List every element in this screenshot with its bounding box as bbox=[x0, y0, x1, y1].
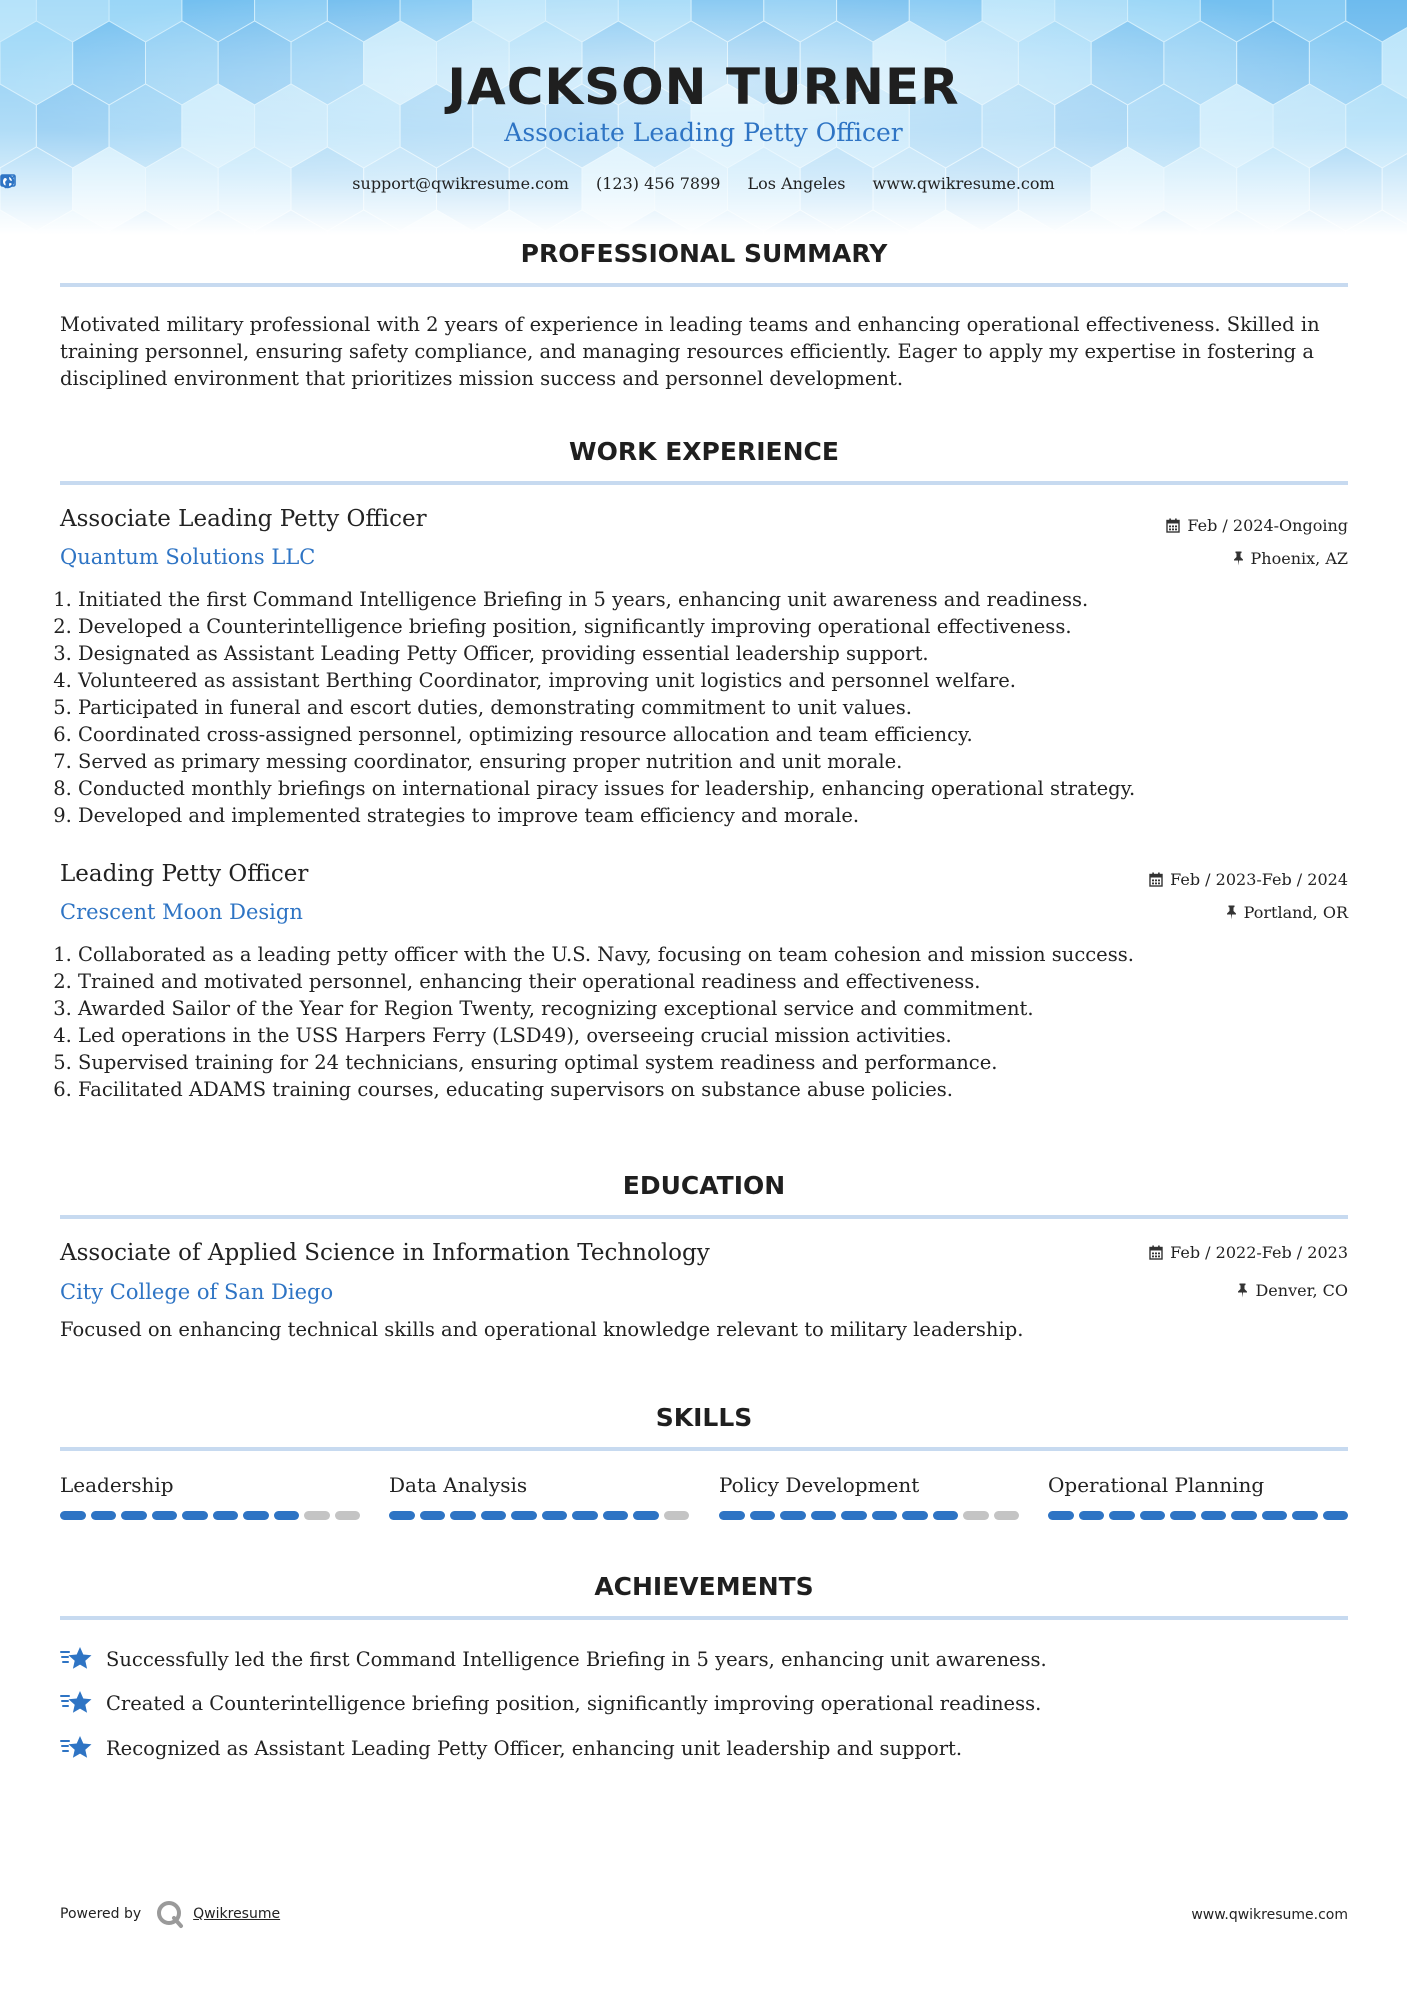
skill-meter bbox=[719, 1511, 1019, 1521]
skill-segment-filled bbox=[481, 1511, 507, 1520]
skill-segment-empty bbox=[304, 1511, 330, 1520]
section-title-experience: WORK EXPERIENCE bbox=[569, 437, 839, 466]
skill-segment-filled bbox=[60, 1511, 86, 1520]
education-description: Focused on enhancing technical skills and operational knowledge relevant to military leadership. bbox=[60, 1318, 1024, 1341]
header-banner bbox=[0, 0, 1407, 235]
skill-segment-filled bbox=[450, 1511, 476, 1520]
skill-segment-filled bbox=[933, 1511, 959, 1520]
section-rule bbox=[60, 481, 1348, 485]
section-title-achievements: ACHIEVEMENTS bbox=[594, 1572, 814, 1601]
skill-segment-filled bbox=[603, 1511, 629, 1520]
achievement-item bbox=[60, 1689, 1041, 1717]
achievement-item bbox=[60, 1734, 962, 1762]
skill-item bbox=[60, 1473, 360, 1501]
skill-segment-filled bbox=[841, 1511, 867, 1520]
skill-segment-filled bbox=[1140, 1511, 1166, 1520]
star-icon bbox=[60, 1689, 93, 1717]
skill-segment-filled bbox=[1109, 1511, 1135, 1520]
education-degree: Associate of Applied Science in Information Technology bbox=[60, 1240, 710, 1266]
calendar-icon bbox=[1166, 518, 1180, 533]
education-dates bbox=[1149, 1243, 1348, 1262]
job-bullets bbox=[54, 586, 1358, 829]
section-title-summary: PROFESSIONAL SUMMARY bbox=[520, 239, 888, 268]
candidate-name: JACKSON TURNER bbox=[447, 58, 960, 116]
calendar-icon bbox=[1149, 872, 1163, 887]
pushpin-icon bbox=[1233, 551, 1244, 566]
skill-segment-filled bbox=[152, 1511, 178, 1520]
skill-segment-empty bbox=[664, 1511, 690, 1520]
list-item: 5. Participated in funeral and escort duties, demonstrating commitment to unit values. bbox=[78, 694, 1358, 721]
skill-segment-filled bbox=[1079, 1511, 1105, 1520]
job-dates-text: Feb / 2024-Ongoing bbox=[1187, 516, 1348, 535]
skill-meter bbox=[1048, 1511, 1348, 1521]
section-title-education: EDUCATION bbox=[622, 1171, 786, 1200]
job-dates bbox=[1166, 516, 1348, 535]
skill-segment-filled bbox=[182, 1511, 208, 1520]
list-item: 1. Collaborated as a leading petty officer with the U.S. Navy, focusing on team cohesion and mission success. bbox=[78, 941, 1358, 968]
skills-grid bbox=[60, 1473, 1348, 1523]
skill-segment-filled bbox=[811, 1511, 837, 1520]
skill-label: Data Analysis bbox=[389, 1473, 528, 1497]
job-location bbox=[1226, 903, 1348, 922]
skill-segment-filled bbox=[1323, 1511, 1349, 1520]
achievement-text: Recognized as Assistant Leading Petty Officer, enhancing unit leadership and support. bbox=[106, 1736, 963, 1760]
skill-segment-filled bbox=[1292, 1511, 1318, 1520]
skill-meter bbox=[389, 1511, 689, 1521]
list-item: 6. Facilitated ADAMS training courses, educating supervisors on substance abuse policies. bbox=[78, 1076, 1358, 1103]
skill-segment-filled bbox=[511, 1511, 537, 1520]
job-company: Crescent Moon Design bbox=[60, 900, 303, 924]
calendar-icon bbox=[1149, 1245, 1163, 1260]
contact-website[interactable] bbox=[873, 174, 1055, 193]
list-item: 9. Developed and implemented strategies to improve team efficiency and morale. bbox=[78, 802, 1358, 829]
list-item: 7. Served as primary messing coordinator, ensuring proper nutrition and unit morale. bbox=[78, 748, 1358, 775]
footer-powered-by bbox=[60, 1899, 280, 1929]
brand-link[interactable]: Qwikresume bbox=[193, 1906, 281, 1922]
skill-segment-filled bbox=[1201, 1511, 1227, 1520]
skill-segment-filled bbox=[750, 1511, 776, 1520]
summary-text: Motivated military professional with 2 years of experience in leading teams and enhancing operational effectiveness. Skilled in training personnel, ensuring safety compliance, and managing resources efficiently. Eager to apply my expertise in fostering a disciplined environment that prioritizes mission success and personnel development. bbox=[60, 313, 1320, 390]
list-item: 4. Led operations in the USS Harpers Ferry (LSD49), overseeing crucial mission activities. bbox=[78, 1022, 1358, 1049]
job-company: Quantum Solutions LLC bbox=[60, 545, 316, 569]
skill-segment-filled bbox=[243, 1511, 269, 1520]
list-item: 3. Awarded Sailor of the Year for Region Twenty, recognizing exceptional service and commitment. bbox=[78, 995, 1358, 1022]
footer-website[interactable]: www.qwikresume.com bbox=[1191, 1907, 1348, 1923]
education-dates-text: Feb / 2022-Feb / 2023 bbox=[1170, 1243, 1348, 1262]
skill-label: Policy Development bbox=[719, 1473, 920, 1497]
section-rule bbox=[60, 1215, 1348, 1219]
contact-row bbox=[0, 174, 1407, 193]
education-location bbox=[1237, 1281, 1348, 1300]
contact-phone[interactable] bbox=[596, 174, 720, 193]
contact-location bbox=[748, 174, 846, 193]
achievement-text: Created a Counterintelligence briefing position, significantly improving operational readiness. bbox=[106, 1691, 1042, 1715]
list-item: 6. Coordinated cross-assigned personnel, optimizing resource allocation and team efficiency. bbox=[78, 721, 1358, 748]
job-location-text: Phoenix, AZ bbox=[1250, 549, 1348, 568]
section-rule bbox=[60, 1447, 1348, 1451]
star-icon bbox=[60, 1734, 93, 1762]
achievement-text: Successfully led the first Command Intelligence Briefing in 5 years, enhancing unit awareness. bbox=[106, 1647, 1047, 1671]
skill-segment-filled bbox=[1231, 1511, 1257, 1520]
pushpin-icon bbox=[1226, 905, 1237, 920]
job-bullets bbox=[54, 941, 1358, 1103]
skill-segment-filled bbox=[542, 1511, 568, 1520]
skill-meter bbox=[60, 1511, 360, 1521]
list-item: 2. Trained and motivated personnel, enhancing their operational readiness and effectiveness. bbox=[78, 968, 1358, 995]
section-rule bbox=[60, 283, 1348, 287]
skill-segment-filled bbox=[1262, 1511, 1288, 1520]
skill-segment-empty bbox=[963, 1511, 989, 1520]
skill-label: Operational Planning bbox=[1048, 1473, 1265, 1497]
skill-segment-filled bbox=[572, 1511, 598, 1520]
skill-segment-filled bbox=[213, 1511, 239, 1520]
section-rule bbox=[60, 1616, 1348, 1620]
skill-label: Leadership bbox=[60, 1473, 174, 1497]
skill-segment-filled bbox=[872, 1511, 898, 1520]
contact-email-text: support@qwikresume.com bbox=[352, 174, 569, 193]
list-item: 4. Volunteered as assistant Berthing Coordinator, improving unit logistics and personnel welfare. bbox=[78, 667, 1358, 694]
job-dates-text: Feb / 2023-Feb / 2024 bbox=[1170, 870, 1348, 889]
education-location-text: Denver, CO bbox=[1255, 1281, 1348, 1300]
education-school: City College of San Diego bbox=[60, 1280, 334, 1304]
section-title-skills: SKILLS bbox=[655, 1403, 753, 1432]
skill-item bbox=[389, 1473, 689, 1501]
list-item: 5. Supervised training for 24 technicians, ensuring optimal system readiness and performance. bbox=[78, 1049, 1358, 1076]
powered-by-label: Powered by bbox=[60, 1906, 142, 1922]
skill-segment-empty bbox=[335, 1511, 361, 1520]
achievement-item bbox=[60, 1645, 1047, 1673]
skill-segment-empty bbox=[994, 1511, 1020, 1520]
skill-item bbox=[1048, 1473, 1348, 1501]
contact-location-text: Los Angeles bbox=[747, 174, 846, 193]
skill-segment-filled bbox=[121, 1511, 147, 1520]
skill-segment-filled bbox=[1048, 1511, 1074, 1520]
skill-segment-filled bbox=[91, 1511, 117, 1520]
contact-phone-text: (123) 456 7899 bbox=[595, 174, 721, 193]
list-item: 2. Developed a Counterintelligence briefing position, significantly improving operational effectiveness. bbox=[78, 613, 1358, 640]
contact-email[interactable] bbox=[352, 174, 569, 193]
list-item: 3. Designated as Assistant Leading Petty Officer, providing essential leadership support. bbox=[78, 640, 1358, 667]
skill-item bbox=[719, 1473, 1019, 1501]
qwikresume-logo-icon bbox=[155, 1899, 185, 1929]
star-icon bbox=[60, 1645, 93, 1673]
job-title: Leading Petty Officer bbox=[60, 861, 309, 887]
list-item: 8. Conducted monthly briefings on international piracy issues for leadership, enhancing operational strategy. bbox=[78, 775, 1358, 802]
job-title: Associate Leading Petty Officer bbox=[60, 506, 427, 532]
skill-segment-filled bbox=[780, 1511, 806, 1520]
job-location bbox=[1233, 549, 1348, 568]
skill-segment-filled bbox=[274, 1511, 300, 1520]
globe-icon bbox=[0, 174, 15, 189]
skill-segment-filled bbox=[902, 1511, 928, 1520]
job-dates bbox=[1149, 870, 1348, 889]
skill-segment-filled bbox=[719, 1511, 745, 1520]
contact-website-text: www.qwikresume.com bbox=[872, 174, 1055, 193]
skill-segment-filled bbox=[633, 1511, 659, 1520]
list-item: 1. Initiated the first Command Intelligence Briefing in 5 years, enhancing unit awareness and readiness. bbox=[78, 586, 1358, 613]
skill-segment-filled bbox=[1170, 1511, 1196, 1520]
candidate-role: Associate Leading Petty Officer bbox=[504, 118, 903, 147]
skill-segment-filled bbox=[420, 1511, 446, 1520]
job-location-text: Portland, OR bbox=[1243, 903, 1348, 922]
pushpin-icon bbox=[1237, 1283, 1248, 1298]
skill-segment-filled bbox=[389, 1511, 415, 1520]
